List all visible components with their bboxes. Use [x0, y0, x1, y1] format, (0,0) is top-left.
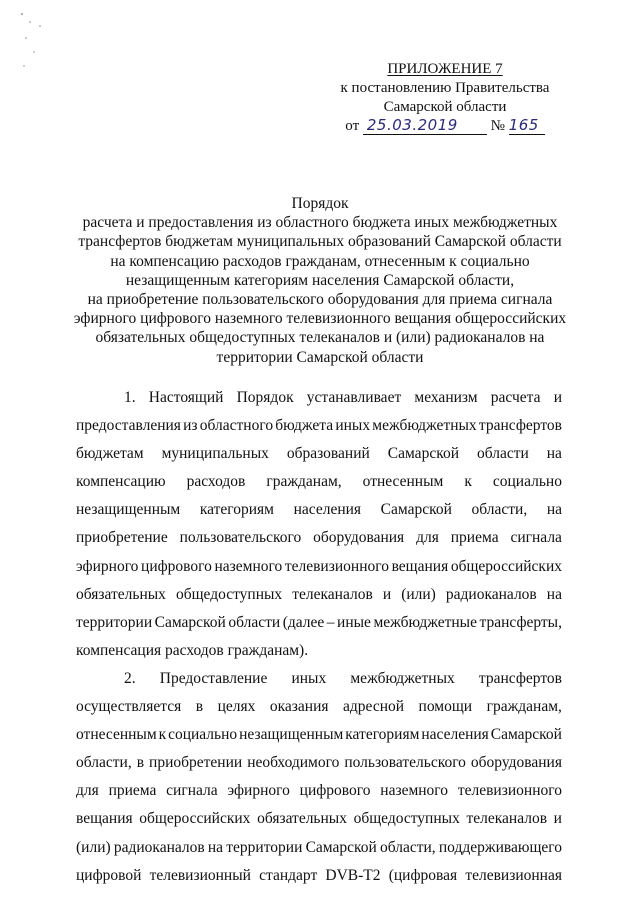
word: населения [421, 726, 489, 744]
word: расчета [490, 389, 541, 406]
paragraph-1-line [76, 440, 562, 468]
paragraph-2-line [76, 777, 562, 805]
word: (далее [282, 613, 325, 631]
word: муниципальных [161, 445, 269, 463]
word: пользовательского [179, 529, 302, 547]
word: компенсация расходов гражданам). [76, 641, 309, 659]
paragraph-1-line [76, 496, 562, 524]
word: Самарской [154, 613, 226, 631]
word: области [476, 445, 529, 463]
from-label: от [345, 118, 360, 134]
word: радиоканалов [445, 585, 537, 603]
heading-line: территории Самарской области [216, 348, 424, 366]
word: Самарской [380, 501, 452, 519]
word: сигнала [510, 529, 562, 547]
word: гражданам, [486, 698, 562, 716]
appendix-title: ПРИЛОЖЕНИЕ 7 [387, 61, 503, 77]
word: эфирного [227, 782, 290, 800]
word: образований [286, 445, 370, 463]
word: иных [335, 417, 371, 435]
word: телевизионный [149, 866, 251, 884]
word: – [326, 613, 335, 631]
word: DVB-T2 [325, 866, 381, 884]
word: бюджета [275, 417, 334, 435]
word: Самарской [305, 838, 377, 856]
document-heading [60, 194, 580, 367]
word: на [546, 445, 562, 463]
word: 1. [124, 389, 136, 406]
number-label: № [490, 118, 505, 134]
word: оборудования [313, 529, 405, 547]
paragraph-2-line [76, 834, 562, 862]
word: на [546, 585, 562, 603]
heading-line: трансфертов бюджетам муниципальных образований Самарской области [78, 233, 562, 251]
word: трансфертов [478, 417, 562, 435]
word: оборудования [470, 754, 562, 772]
word: цифрового [141, 557, 212, 575]
word: телеканалов [292, 585, 373, 603]
word: трансферты, [479, 613, 562, 631]
word: для [76, 782, 99, 800]
word: цифровой [76, 866, 142, 884]
word: межбюджетных [350, 669, 455, 687]
word: межбюджетных [372, 417, 477, 435]
word: осуществляется [76, 698, 182, 716]
date-field [363, 117, 487, 135]
word: отнесенным [76, 726, 157, 744]
word: незащищенным [76, 501, 181, 519]
appendix-region-line: Самарской области [383, 99, 507, 115]
word: предоставления [76, 417, 181, 435]
word: категориям [345, 726, 420, 744]
word: наземного [380, 782, 449, 800]
word: для [416, 529, 439, 547]
word: Предоставление [159, 669, 268, 687]
paragraph-1-line [76, 412, 562, 440]
word: наземного [214, 557, 283, 575]
word: в [136, 754, 145, 772]
word: Настоящий [148, 389, 224, 406]
word: эфирного [76, 557, 139, 575]
heading-line: на компенсацию расходов гражданам, отнесенным к социально [110, 252, 530, 270]
word: и [553, 810, 562, 828]
word: к [158, 726, 167, 744]
word: иные [337, 613, 371, 631]
word: обязательных [257, 810, 347, 828]
word: из [183, 417, 198, 435]
word: устанавливает [306, 389, 402, 406]
word: адресной [343, 698, 405, 716]
word: телевизионного [457, 782, 562, 800]
word: Порядок [236, 389, 294, 406]
word: общероссийских [450, 557, 562, 575]
paragraph-1-line [76, 384, 562, 412]
word: населения [293, 501, 362, 519]
appendix-date-number-line [320, 117, 570, 136]
word: бюджетам [76, 445, 144, 463]
word: Самарской [387, 445, 459, 463]
word: расходов [186, 473, 246, 491]
word: компенсацию [76, 473, 166, 491]
heading-line: эфирного цифрового наземного телевизионного вещания общероссийских [73, 310, 567, 328]
word: социально [168, 726, 238, 744]
word: целях [217, 698, 256, 716]
word: радиоканалов [113, 838, 205, 856]
word: территории [76, 613, 153, 631]
word: в [195, 698, 204, 716]
word: гражданам, [266, 473, 342, 491]
word: приобретении [149, 754, 243, 772]
word: поддерживающего [438, 838, 562, 856]
heading-line: обязательных общедоступных телеканалов и (или) радиоканалов на [95, 329, 545, 347]
word: помощи [418, 698, 473, 716]
word: механизм [414, 389, 478, 406]
handwritten-date: 25.03.2019 [366, 116, 458, 134]
number-field [509, 117, 545, 135]
word: приобретение [76, 529, 168, 547]
word: на [207, 838, 224, 856]
word: иных [291, 669, 327, 687]
word: приема [108, 782, 157, 800]
paragraph-2-line [76, 693, 562, 721]
word: территории [226, 838, 303, 856]
heading-line: незащищенным категориям населения Самарской области, [125, 271, 515, 289]
paragraph-1-line [76, 524, 562, 552]
appendix-block [320, 60, 570, 136]
handwritten-number: 165 [508, 116, 539, 134]
word: пользовательского [344, 754, 466, 772]
word: социально [492, 473, 562, 491]
paragraph-1-line [76, 468, 562, 496]
word: общедоступных [353, 810, 460, 828]
paragraph-2-line [76, 862, 562, 890]
word: области, [379, 838, 436, 856]
document-body [76, 384, 562, 890]
word: незащищенным [239, 726, 344, 744]
word: на [546, 501, 562, 519]
paragraph-2-line [76, 721, 562, 749]
appendix-decree-line: к постановлению Правительства [340, 80, 550, 96]
paragraph-1-line [76, 581, 562, 609]
word: необходимого [247, 754, 340, 772]
word: областного [199, 417, 274, 435]
word: телевизионного [284, 557, 389, 575]
word: телевизионная [465, 866, 562, 884]
heading-title: Порядок [291, 195, 349, 212]
word: общероссийских [139, 810, 251, 828]
word: и [553, 389, 562, 406]
paragraph-1-line [76, 609, 562, 637]
word: (цифровая [388, 866, 458, 884]
word: цифрового [299, 782, 371, 800]
heading-line: на приобретение пользовательского оборудования для приема сигнала [87, 291, 553, 309]
word: области, [471, 501, 528, 519]
word: межбюджетные [373, 613, 477, 631]
word: трансфертов [478, 669, 562, 687]
word: и [382, 585, 392, 603]
word: категориям [199, 501, 274, 519]
word: (или) [76, 838, 111, 856]
word: к [464, 473, 472, 491]
word: (или) [401, 585, 436, 603]
word: оказания [269, 698, 329, 716]
word: приема [450, 529, 499, 547]
word: 2. [124, 669, 136, 687]
word: вещания [391, 557, 449, 575]
word: обязательных [76, 585, 166, 603]
paragraph-2-line [76, 749, 562, 777]
word: вещания [76, 810, 133, 828]
word: сигнала [166, 782, 218, 800]
word: телеканалов [466, 810, 548, 828]
heading-line: расчета и предоставления из областного бюджета иных межбюджетных [82, 214, 558, 232]
word: области, [76, 754, 132, 772]
paragraph-1-line [76, 637, 562, 665]
word: общедоступных [175, 585, 283, 603]
word: области [228, 613, 281, 631]
paragraph-2-line [76, 805, 562, 833]
word: отнесенным [362, 473, 444, 491]
paragraph-1-line [76, 553, 562, 581]
word: Самарской [490, 726, 562, 744]
scan-artifact [18, 8, 58, 88]
word: стандарт [259, 866, 318, 884]
paragraph-2-line [76, 665, 562, 693]
